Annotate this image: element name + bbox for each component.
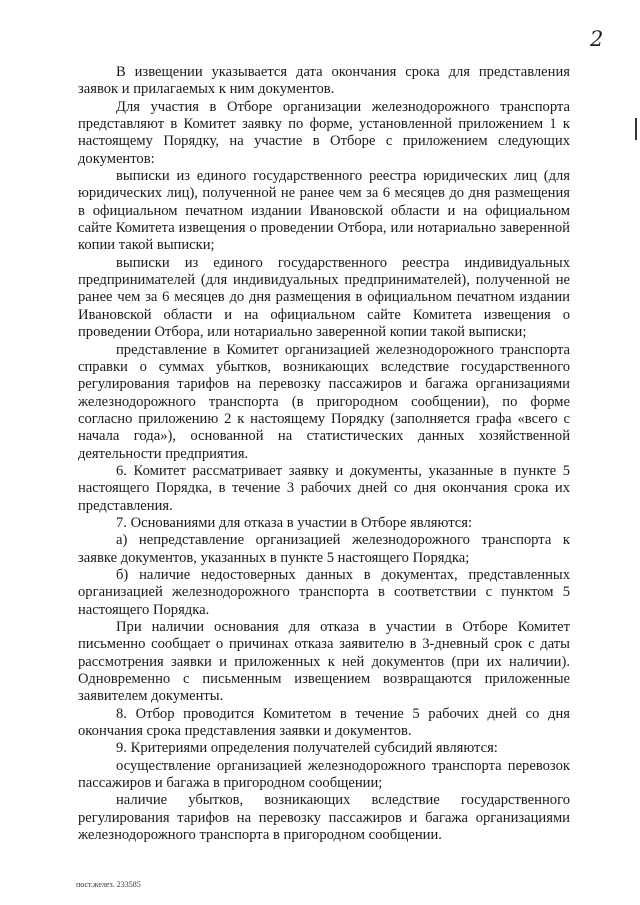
document-body xyxy=(78,64,570,844)
paragraph-legal-entities-extract: выписки из единого государственного реестра юридических лиц (для юридических лиц), полученной не ранее чем за 6 месяцев до дня размещения в официальном печатном издании Ивановской области и на официальном сайте Комитета извещения о проведении Отбора, или нотариально заверенной копии такой выписки; xyxy=(78,168,570,254)
paragraph-refusal-notice: При наличии основания для отказа в участии в Отборе Комитет письменно сообщает о причинах отказа заявителю в 3-дневный срок с даты рассмотрения заявки и приложенных к ней документов (при их наличии). Одновременно с письменным извещением возвращаются приложенные заявителем документы. xyxy=(78,619,570,705)
margin-mark xyxy=(635,118,637,140)
paragraph-item-7: 7. Основаниями для отказа в участии в Отборе являются: xyxy=(116,514,473,531)
paragraph-item-8: 8. Отбор проводится Комитетом в течение 5 рабочих дней со дня окончания срока представления заявки и документов. xyxy=(78,705,570,740)
paragraph-criterion-transport: осуществление организацией железнодорожного транспорта перевозок пассажиров и багажа в пригородном сообщении; xyxy=(78,757,570,792)
page-number: 2 xyxy=(590,27,604,51)
paragraph-entrepreneurs-extract: выписки из единого государственного реестра индивидуальных предпринимателей (для индивидуальных предпринимателей), полученной не ранее чем за 6 месяцев до дня размещения в официальном печатном издании Ивановской области и на официальном сайте Комитета извещения о проведении Отбора, или нотариально заверенной копии такой выписки; xyxy=(78,254,570,341)
paragraph-criterion-losses: наличие убытков, возникающих вследствие государственного регулирования тарифов на перевозку пассажиров и багажа организациями железнодорожного транспорта в пригородном сообщении. xyxy=(78,792,570,844)
paragraph-losses-certificate: представление в Комитет организацией железнодорожного транспорта справки о суммах убытков, возникающих вследствие государственного регулирования тарифов на перевозку пассажиров и багажа организациями железнодорожного транспорта (в пригородном сообщении), по форме согласно приложению 2 к настоящему Порядку (заполняется графа «всего с начала года»), основанной на статистических данных хозяйственной деятельности предприятия. xyxy=(78,341,570,462)
paragraph-item-6: 6. Комитет рассматривает заявку и документы, указанные в пункте 5 настоящего Порядка, в течение 3 рабочих дней со дня окончания срока их представления. xyxy=(78,462,570,514)
paragraph-application-documents: Для участия в Отборе организации железнодорожного транспорта представляют в Комитет заявку по форме, установленной приложением 1 к настоящему Порядку, на участие в Отборе с приложением следующих документов: xyxy=(78,98,570,167)
paragraph-notice-deadline: В извещении указывается дата окончания срока для представления заявок и прилагаемых к ним документов. xyxy=(78,64,570,98)
paragraph-item-7a: а) непредставление организацией железнодорожного транспорта к заявке документов, указанных в пункте 5 настоящего Порядка; xyxy=(78,532,570,566)
paragraph-item-9: 9. Критериями определения получателей субсидий являются: xyxy=(116,740,498,757)
footer-document-code: пост.желез. 233585 xyxy=(76,880,141,889)
paragraph-item-7b: б) наличие недостоверных данных в документах, представленных организацией железнодорожного транспорта в соответствии с пунктом 5 настоящего Порядка. xyxy=(78,566,570,618)
